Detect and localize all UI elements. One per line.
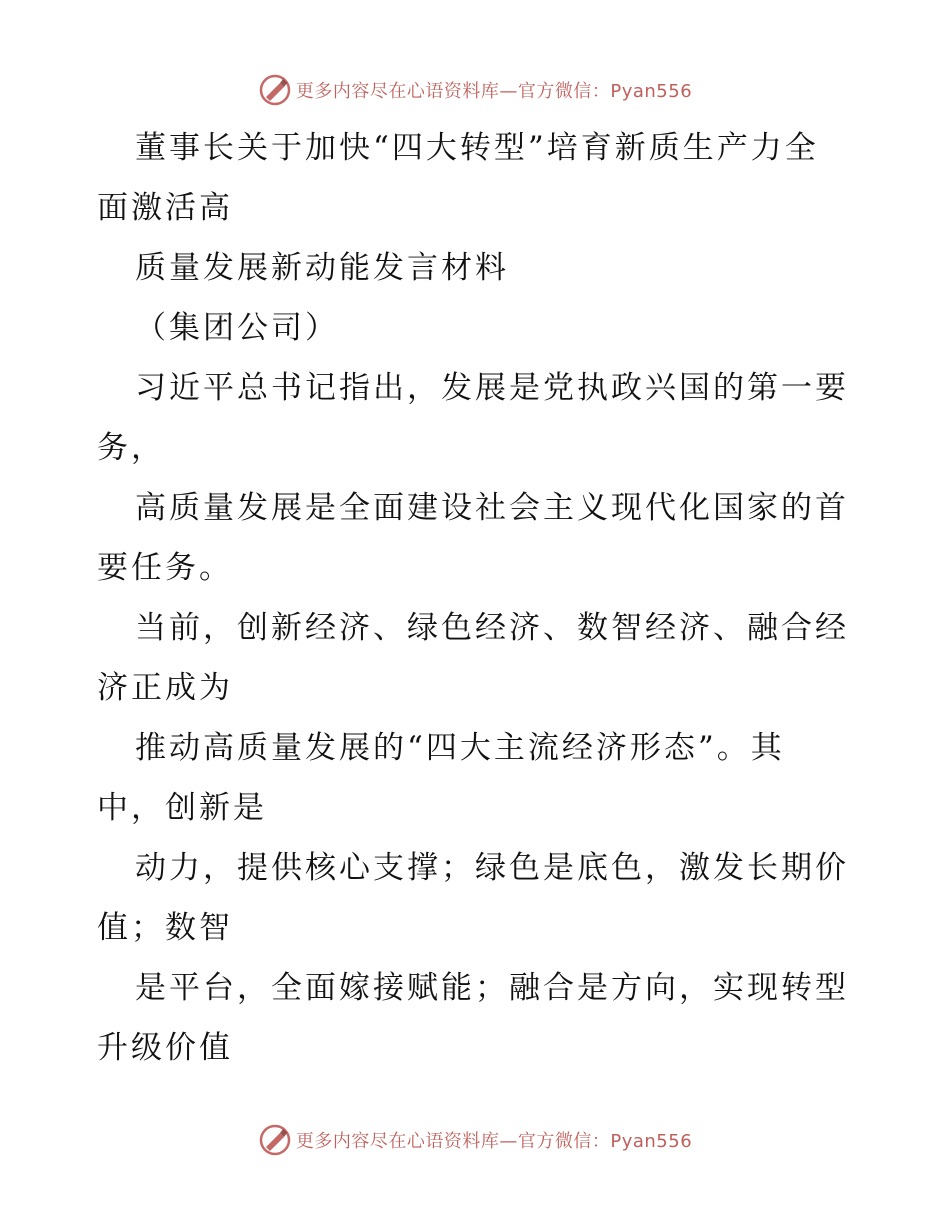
text-line-5: 习近平总书记指出，发展是党执政兴国的第一要 — [135, 370, 849, 406]
text-line-3: 质量发展新动能发言材料 — [135, 250, 509, 286]
pen-logo-icon — [258, 1123, 292, 1157]
document-body — [97, 118, 857, 1078]
text-line-11: 推动高质量发展的“四大主流经济形态”。其 — [135, 730, 785, 766]
text-line-7: 高质量发展是全面建设社会主义现代化国家的首 — [135, 490, 849, 526]
text-line-13: 动力，提供核心支撑；绿色是底色，激发长期价 — [135, 850, 849, 886]
watermark-text: 更多内容尽在心语资料库—官方微信：Pyan556 — [295, 1131, 693, 1152]
text-line-4: （集团公司） — [135, 310, 339, 346]
text-line-15: 是平台，全面嫁接赋能；融合是方向，实现转型 — [135, 970, 849, 1006]
text-line-10: 济正成为 — [97, 670, 233, 706]
watermark-text: 更多内容尽在心语资料库—官方微信：Pyan556 — [295, 81, 693, 102]
text-line-1: 董事长关于加快“四大转型”培育新质生产力全 — [135, 130, 819, 166]
text-line-14: 值；数智 — [97, 910, 233, 946]
pen-logo-icon — [258, 73, 292, 107]
text-line-2: 面激活高 — [97, 190, 233, 226]
text-line-6: 务， — [97, 430, 165, 466]
watermark-header — [0, 72, 950, 108]
text-line-8: 要任务。 — [97, 550, 233, 586]
text-line-12: 中，创新是 — [97, 790, 267, 826]
text-line-9: 当前，创新经济、绿色经济、数智经济、融合经 — [135, 610, 849, 646]
watermark-footer — [0, 1122, 950, 1158]
text-line-16: 升级价值 — [97, 1030, 233, 1066]
